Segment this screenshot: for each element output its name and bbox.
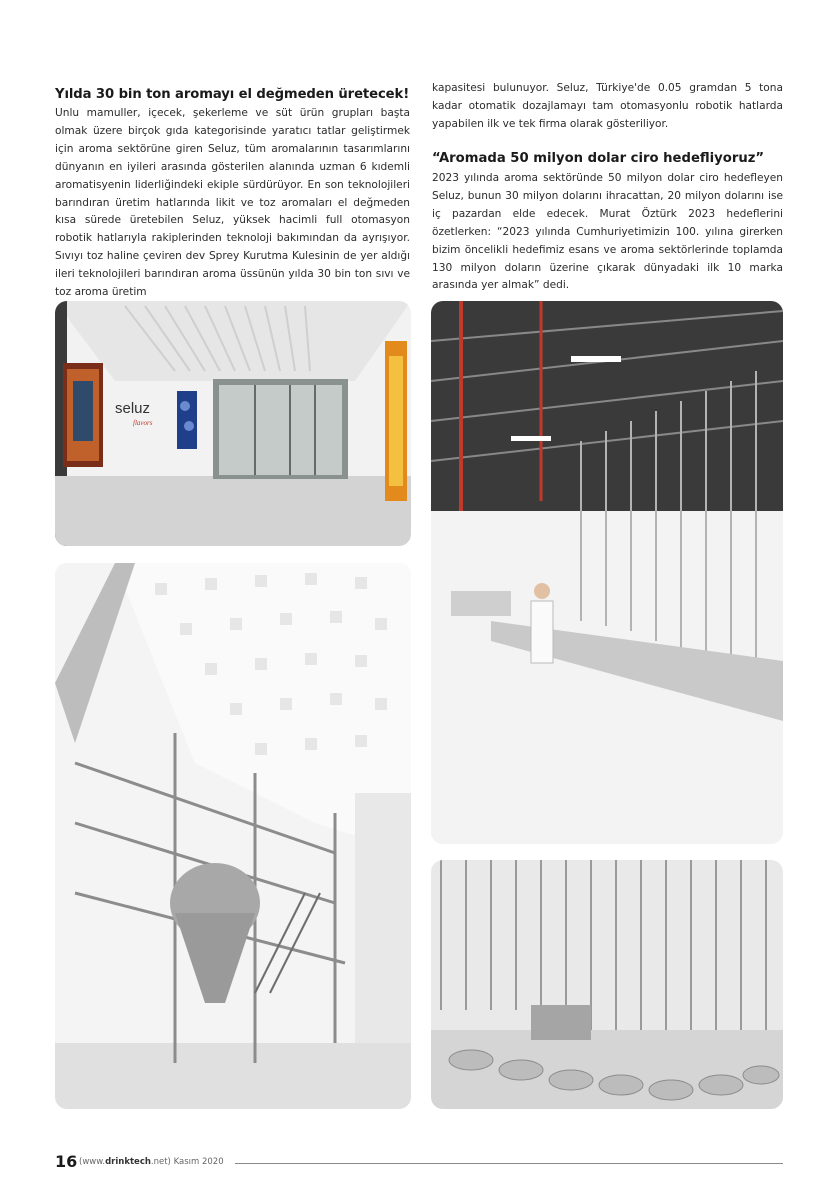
right-article-body: 2023 yılında aroma sektöründe 50 milyon dolar ciro hedefleyen Seluz, bunun 30 milyon dolarını ihracattan, 20 milyon dolarını ise iç pazardan elde edecek. Murat Öztürk 2023 hedeflerini özetlerken: “2023 yılında Cumhuriyetimizin 100. yılına girerken bizim öncelikli hedefimiz esans ve aroma sektörlerinde toplamda 130 milyon doların üzerine çıkarak dünyadaki ilk 10 marka arasında yer almak” dedi.: [432, 172, 783, 292]
right-article-body-continued: kapasitesi bulunuyor. Seluz, Türkiye'de 0.05 gramdan 5 tona kadar otomatik dozajlamayı tam otomasyonlu robotik hatlarda yapabilen ilk ve tek firma olarak gösteriliyor.: [432, 82, 783, 130]
seluz-logo-sub: flavors: [133, 419, 153, 427]
spray-tower-photo: [55, 563, 411, 1109]
aroma-canisters-photo: [431, 860, 783, 1109]
robotic-line-worker-photo: [431, 301, 783, 844]
left-article-body: Unlu mamuller, içecek, şekerleme ve süt ürün grupları başta olmak üzere birçok gıda kategorisinde yaratıcı tatlar geliştirmek için aroma sektörüne giren Seluz, tüm aromalarının tasarımlarını dünyanın en iyileri arasında gösterilen alanında uzman 6 kıdemli aromatisyenin liderliğindeki ekiple sürdürüyor. En son teknolojileri barındıran üretim hatlarında likit ve toz aromaları el değmeden kısa sürede üretebilen Seluz, yüksek hacimli full otomasyon robotik hatlarıyla rakiplerinden teknoloji bakımından da ayrışıyor. Sıvıyı toz haline çeviren dev Sprey Kurutma Kulesinin de yer aldığı ileri teknolojileri barındıran aroma üssünün yılda 30 bin ton sıvı ve toz aroma üretim: [55, 107, 410, 299]
footer-rule: [235, 1163, 783, 1164]
seluz-logo: seluz: [115, 400, 151, 417]
footer-issue: Kasım 2020: [173, 1157, 224, 1167]
footer-site-name: drinktech: [105, 1157, 151, 1167]
lobby-photo: [55, 301, 411, 546]
page-number: 16: [55, 1152, 78, 1171]
footer-site: (www.drinktech.net) Kasım 2020: [79, 1157, 224, 1167]
page-footer: [55, 1152, 783, 1176]
left-article-heading: Yılda 30 bin ton aromayı el değmeden üretecek!: [55, 87, 410, 102]
right-article-heading: “Aromada 50 milyon dolar ciro hedefliyoruz”: [432, 151, 765, 166]
